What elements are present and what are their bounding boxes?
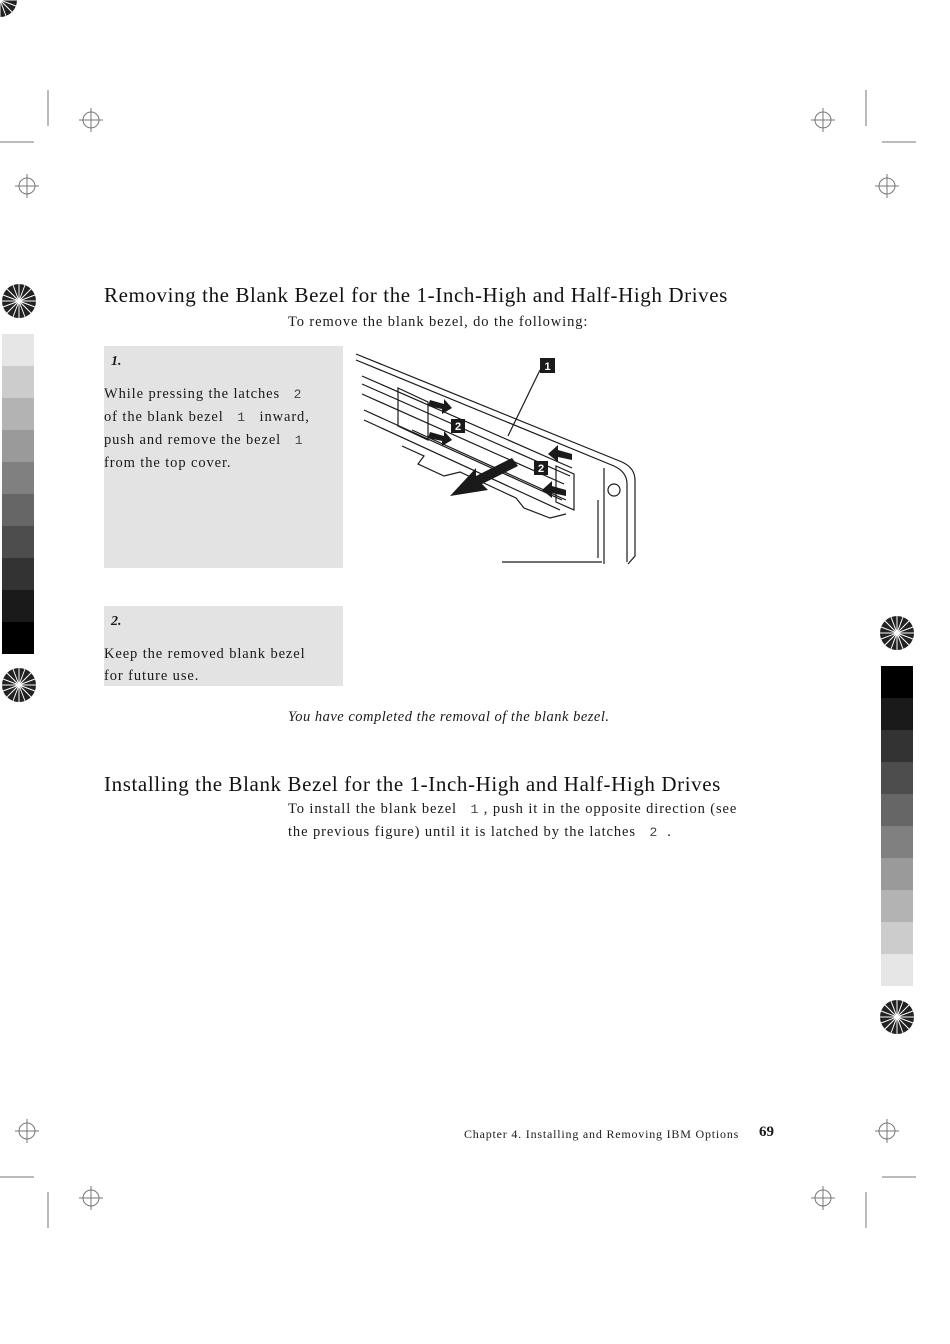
gray-swatch [2,526,34,558]
starburst-lower-right [879,999,915,1035]
footer-chapter: Chapter 4. Installing and Removing IBM Options [464,1127,740,1141]
gray-swatch [881,698,913,730]
callout-ref: 1 [470,802,480,817]
gray-swatch [881,954,913,986]
gray-swatch [881,890,913,922]
install-paragraph [288,798,737,844]
gray-swatch [881,794,913,826]
install-line-2: the previous figure) until it is latched by the latches 2 . [288,824,672,840]
gray-scale-bar-left [2,334,34,654]
gray-swatch [2,462,34,494]
starburst-upper-right [879,615,915,651]
callout-ref: 1 [237,410,246,425]
figure-callout-2b: 2 [537,463,545,475]
starburst-mark [0,0,17,17]
section-heading-installing: Installing the Blank Bezel for the 1-Inch-High and Half-High Drives [104,772,721,796]
step-1-number: 1. [111,354,122,369]
page-number: 69 [759,1124,774,1140]
step-1-box [104,346,343,568]
gray-swatch [2,430,34,462]
gray-swatch [2,398,34,430]
gray-swatch [881,666,913,698]
step-1-text [104,383,310,474]
gray-swatch [2,494,34,526]
gray-swatch [2,366,34,398]
starburst-mid-left [1,667,37,703]
intro-text: To remove the blank bezel, do the following: [288,314,589,330]
figure-callout-1: 1 [544,361,551,373]
callout-ref: 2 [293,387,303,402]
step-1-line-3: push and remove the bezel 1 [104,432,304,448]
step-2-line-2: for future use. [104,668,200,684]
step-2-box [104,606,343,686]
step-2-number: 2. [111,614,122,629]
starburst-top-left [1,283,37,319]
bezel-removal-figure [352,350,644,572]
step-1-line-2: of the blank bezel 1 inward, [104,409,310,425]
gray-swatch [2,558,34,590]
step-2-text [104,643,306,687]
gray-swatch [881,762,913,794]
completion-note: You have completed the removal of the blank bezel. [288,709,610,725]
gray-swatch [881,826,913,858]
step-1-line-1: While pressing the latches 2 [104,386,303,402]
step-1-line-4: from the top cover. [104,455,232,471]
gray-swatch [2,590,34,622]
step-2-line-1: Keep the removed blank bezel [104,646,306,662]
gray-swatch [881,730,913,762]
callout-ref: 2 [649,825,659,840]
gray-swatch [2,334,34,366]
install-line-1: To install the blank bezel 1 , push it in the opposite direction (see [288,801,738,817]
figure-callout-2a: 2 [454,421,462,433]
gray-scale-bar-right [881,666,913,986]
gray-swatch [2,622,34,654]
gray-swatch [881,858,913,890]
callout-ref: 1 [294,433,304,448]
gray-swatch [881,922,913,954]
section-heading-removing: Removing the Blank Bezel for the 1-Inch-High and Half-High Drives [104,283,728,307]
